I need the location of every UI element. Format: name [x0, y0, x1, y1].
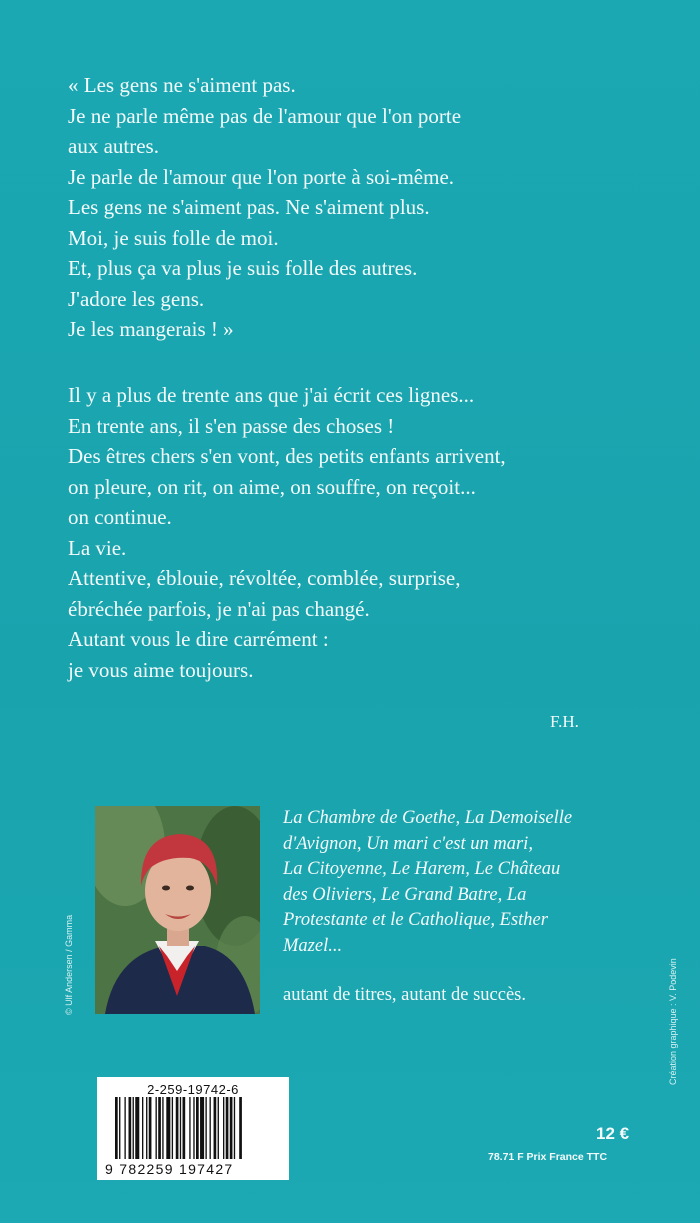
barcode-bar	[230, 1097, 233, 1159]
quote-line: Je les mangerais ! »	[68, 317, 234, 341]
price-francs: 78.71 F Prix France TTC	[488, 1151, 608, 1163]
barcode-bar	[239, 1097, 242, 1159]
quote-line: « Les gens ne s'aiment pas.	[68, 73, 296, 97]
barcode-bar	[226, 1097, 229, 1159]
quote-line: aux autres.	[68, 134, 159, 158]
barcode-bar	[146, 1097, 147, 1159]
barcode-bar	[149, 1097, 152, 1159]
barcode-bar	[218, 1097, 219, 1159]
other-titles-list	[283, 806, 643, 959]
author-portrait	[95, 806, 260, 1014]
titles-line: La Citoyenne, Le Harem, Le Château	[283, 859, 561, 879]
barcode-bar	[129, 1097, 132, 1159]
titles-line: Protestante et le Catholique, Esther	[283, 910, 548, 930]
quote-line: Je parle de l'amour que l'on porte à soi-même.	[68, 164, 455, 189]
titles-line: La Chambre de Goethe, La Demoiselle	[283, 808, 573, 828]
barcode-bar	[234, 1097, 235, 1159]
quote-block	[68, 70, 668, 345]
body-line: Il y a plus de trente ans que j'ai écrit ces lignes...	[68, 383, 475, 407]
body-line: on pleure, on rit, on aime, on souffre, on reçoit...	[68, 474, 476, 499]
quote-line: Les gens ne s'aiment pas. Ne s'aiment plus.	[68, 195, 430, 219]
barcode-bar	[158, 1097, 161, 1159]
titles-line: d'Avignon, Un mari c'est un mari,	[283, 833, 533, 854]
barcode-bar	[205, 1097, 206, 1159]
barcode-bar	[166, 1097, 170, 1159]
body-line: La vie.	[68, 535, 127, 560]
titles-tagline: autant de titres, autant de succès.	[283, 985, 526, 1005]
barcode-bar	[162, 1097, 163, 1159]
barcode-bar	[115, 1097, 118, 1159]
barcode-bar	[124, 1097, 125, 1159]
barcode-bar	[180, 1097, 181, 1159]
barcode-label	[97, 1077, 289, 1180]
author-signature: F.H.	[550, 712, 579, 731]
titles-line: des Oliviers, Le Grand Batre, La	[283, 884, 527, 905]
barcode-bar	[176, 1097, 179, 1159]
barcode-bar	[193, 1097, 194, 1159]
quote-line: Et, plus ça va plus je suis folle des autres.	[68, 256, 418, 280]
ean-number: 9 782259 197427	[105, 1161, 234, 1177]
quote-line: J'adore les gens.	[68, 286, 205, 311]
quote-line: Je ne parle même pas de l'amour que l'on porte	[68, 103, 462, 128]
barcode-bar	[142, 1097, 143, 1159]
barcode-bar	[172, 1097, 173, 1159]
body-line: je vous aime toujours.	[68, 657, 254, 682]
barcode-bar	[119, 1097, 120, 1159]
barcode-bar	[133, 1097, 134, 1159]
barcode-bar	[200, 1097, 204, 1159]
photo-credit: © Ulf Andersen / Gamma	[64, 914, 74, 1015]
price-euro: 12 €	[596, 1124, 630, 1143]
body-line: Attentive, éblouie, révoltée, comblée, surprise,	[68, 566, 461, 590]
barcode-bar	[214, 1097, 217, 1159]
author-photo	[95, 806, 260, 1014]
barcode-bar	[189, 1097, 190, 1159]
body-line: Des êtres chers s'en vont, des petits enfants arrivent,	[68, 444, 506, 468]
barcode-bar	[196, 1097, 199, 1159]
barcode-bar	[223, 1097, 224, 1159]
body-line: Autant vous le dire carrément :	[68, 627, 329, 651]
barcode-icon	[115, 1097, 281, 1159]
barcode-bar	[156, 1097, 157, 1159]
barcode-bar	[135, 1097, 139, 1159]
body-text-block	[68, 380, 668, 685]
barcode-bar	[183, 1097, 186, 1159]
body-line: En trente ans, il s'en passe des choses !	[68, 413, 395, 438]
titles-line: Mazel...	[283, 935, 343, 956]
body-line: on continue.	[68, 505, 172, 529]
barcode-bar	[210, 1097, 211, 1159]
quote-line: Moi, je suis folle de moi.	[68, 225, 279, 250]
isbn-number: 2-259-19742-6	[147, 1082, 239, 1097]
design-credit: Création graphique : V. Podevin	[668, 958, 678, 1085]
body-line: ébréchée parfois, je n'ai pas changé.	[68, 596, 370, 621]
